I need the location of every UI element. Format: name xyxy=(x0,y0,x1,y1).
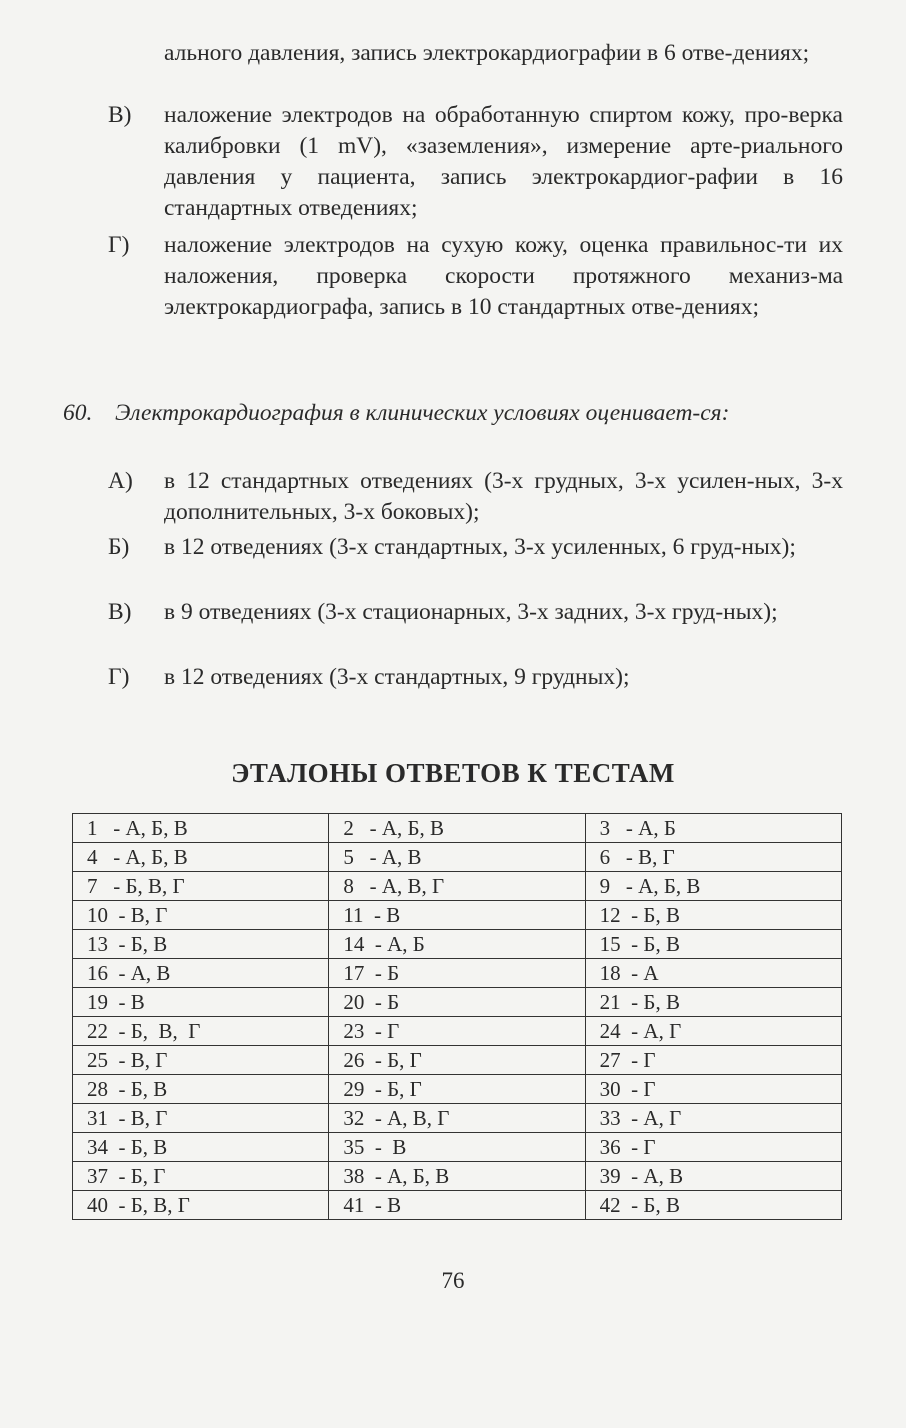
answer-cell: 19 - В xyxy=(73,988,329,1017)
answer-cell: 15 - Б, В xyxy=(585,930,841,959)
option-text: наложение электродов на сухую кожу, оценка правильнос-ти их наложения, проверка скорости протяжного механиз-ма электрокардиографа, запись в 10 стандартных отве-дениях; xyxy=(164,232,843,320)
table-row xyxy=(73,872,842,901)
answer-cell: 28 - Б, В xyxy=(73,1075,329,1104)
option-letter: Г) xyxy=(108,664,130,690)
answer-cell: 14 - А, Б xyxy=(329,930,585,959)
answer-cell: 21 - Б, В xyxy=(585,988,841,1017)
question59-option-g xyxy=(108,230,843,323)
answer-cell: 8 - А, В, Г xyxy=(329,872,585,901)
answer-cell: 39 - А, В xyxy=(585,1162,841,1191)
question60-option-a xyxy=(108,466,843,528)
question60-option-v xyxy=(108,597,843,628)
answer-cell: 3 - А, Б xyxy=(585,814,841,843)
answer-cell: 25 - В, Г xyxy=(73,1046,329,1075)
answers-title: ЭТАЛОНЫ ОТВЕТОВ К ТЕСТАМ xyxy=(231,758,675,788)
answer-cell: 40 - Б, В, Г xyxy=(73,1191,329,1220)
table-row xyxy=(73,959,842,988)
answer-cell: 9 - А, Б, В xyxy=(585,872,841,901)
table-row xyxy=(73,901,842,930)
answer-cell: 42 - Б, В xyxy=(585,1191,841,1220)
table-row xyxy=(73,1046,842,1075)
option-text: наложение электродов на обработанную спиртом кожу, про-верка калибровки (1 mV), «заземления», измерение арте-риального давления у пациента, запись электрокардиог-рафии в 16 стандартных отведениях; xyxy=(164,102,843,221)
table-row xyxy=(73,1104,842,1133)
answer-cell: 33 - А, Г xyxy=(585,1104,841,1133)
answer-cell: 22 - Б, В, Г xyxy=(73,1017,329,1046)
option-letter: А) xyxy=(108,468,133,494)
answer-cell: 1 - А, Б, В xyxy=(73,814,329,843)
answer-cell: 24 - А, Г xyxy=(585,1017,841,1046)
answers-table xyxy=(72,813,842,1220)
answer-cell: 26 - Б, Г xyxy=(329,1046,585,1075)
question-text: Электрокардиография в клинических условиях оценивает-ся: xyxy=(115,400,730,426)
answer-cell: 18 - А xyxy=(585,959,841,988)
table-row xyxy=(73,1017,842,1046)
table-row xyxy=(73,1133,842,1162)
answer-cell: 27 - Г xyxy=(585,1046,841,1075)
table-row xyxy=(73,930,842,959)
question60-option-g xyxy=(108,662,843,693)
option-letter: В) xyxy=(108,599,132,625)
table-row xyxy=(73,843,842,872)
question-60 xyxy=(63,398,843,429)
question60-option-b xyxy=(108,532,843,563)
answer-cell: 32 - А, В, Г xyxy=(329,1104,585,1133)
table-row xyxy=(73,1075,842,1104)
answer-cell: 29 - Б, Г xyxy=(329,1075,585,1104)
table-row xyxy=(73,1191,842,1220)
answer-cell: 35 - В xyxy=(329,1133,585,1162)
answer-cell: 12 - Б, В xyxy=(585,901,841,930)
answer-cell: 5 - А, В xyxy=(329,843,585,872)
answer-cell: 37 - Б, Г xyxy=(73,1162,329,1191)
answer-cell: 6 - В, Г xyxy=(585,843,841,872)
answer-cell: 36 - Г xyxy=(585,1133,841,1162)
answer-cell: 23 - Г xyxy=(329,1017,585,1046)
table-row xyxy=(73,988,842,1017)
answer-cell: 11 - В xyxy=(329,901,585,930)
answer-cell: 20 - Б xyxy=(329,988,585,1017)
question59-option-v xyxy=(108,100,843,224)
answer-cell: 38 - А, Б, В xyxy=(329,1162,585,1191)
answer-cell: 2 - А, Б, В xyxy=(329,814,585,843)
option-text: в 12 отведениях (3-х стандартных, 3-х усиленных, 6 груд-ных); xyxy=(164,534,796,560)
answer-cell: 17 - Б xyxy=(329,959,585,988)
answer-cell: 41 - В xyxy=(329,1191,585,1220)
answer-cell: 13 - Б, В xyxy=(73,930,329,959)
option-letter: Г) xyxy=(108,232,130,258)
option-text: в 12 стандартных отведениях (3-х грудных, 3-х усилен-ных, 3-х дополнительных, 3-х боковых); xyxy=(164,468,843,525)
option-text: ального давления, запись электрокардиографии в 6 отве-дениях; xyxy=(164,40,810,66)
option-letter: В) xyxy=(108,102,132,128)
answer-cell: 16 - А, В xyxy=(73,959,329,988)
answer-cell: 34 - Б, В xyxy=(73,1133,329,1162)
option-letter: Б) xyxy=(108,534,130,560)
option-text: в 12 отведениях (3-х стандартных, 9 грудных); xyxy=(164,664,630,690)
page-number: 76 xyxy=(441,1268,465,1293)
answer-cell: 30 - Г xyxy=(585,1075,841,1104)
table-row xyxy=(73,1162,842,1191)
answer-cell: 31 - В, Г xyxy=(73,1104,329,1133)
option-continuation xyxy=(108,38,843,69)
option-text: в 9 отведениях (3-х стационарных, 3-х задних, 3-х груд-ных); xyxy=(164,599,778,625)
table-row xyxy=(73,814,842,843)
answer-cell: 7 - Б, В, Г xyxy=(73,872,329,901)
question-number: 60. xyxy=(63,400,93,426)
answer-cell: 10 - В, Г xyxy=(73,901,329,930)
answer-cell: 4 - А, Б, В xyxy=(73,843,329,872)
